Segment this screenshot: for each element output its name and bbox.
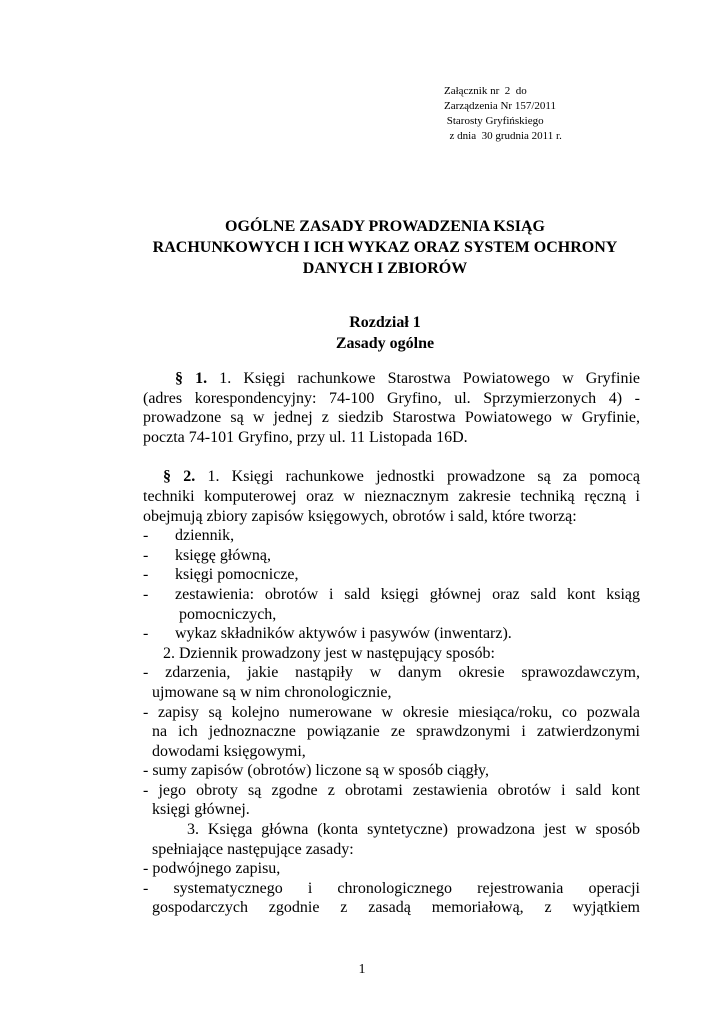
section-1-line: (adres korespondencyjny: 74-100 Gryfino, ul. Sprzymierzonych 4) - [143, 389, 640, 407]
subsection-3: 3. Księga główna (konta syntetyczne) prowadzona jest w sposób [187, 821, 640, 839]
list-dash: - [143, 546, 149, 564]
list-line: na ich jednoznaczne powiązanie ze sprawdzonymi i zatwierdzonymi [152, 723, 640, 741]
subsection-2: 2. Dziennik prowadzony jest w następujący sposób: [163, 644, 495, 662]
section-2-line [143, 467, 640, 487]
title-line: DANYCH I ZBIORÓW [302, 260, 468, 277]
section-mark: § 2. [163, 468, 196, 486]
list-item-text: księgi pomocnicze, [175, 566, 299, 584]
section-1-line: prowadzone są w jednej z siedzib Starostwa Powiatowego w Gryfinie, [143, 409, 640, 427]
list-line: księgi głównej. [152, 801, 250, 819]
list-item [143, 565, 640, 585]
title-line: OGÓLNE ZASADY PROWADZENIA KSIĄG [225, 218, 545, 235]
list-item-line: zestawienia: obrotów i sald księgi głównej oraz sald kont ksiąg [175, 585, 640, 603]
list-item-text: dziennik, [175, 527, 235, 545]
list-line: - jego obroty są zgodne z obrotami zestawienia obrotów i sald kont [143, 781, 640, 799]
section-text: 1. Księgi rachunkowe jednostki prowadzone są za pomocą [195, 468, 641, 486]
page-number: 1 [358, 962, 366, 977]
list-item-text [175, 585, 640, 624]
list-item-line: pomocniczych, [179, 605, 277, 623]
section-2-line: techniki komputerowej oraz w nieznacznym zakresie techniką ręczną i [143, 487, 640, 505]
section-2-line: obejmują zbiory zapisów księgowych, obrotów i sald, które tworzą: [143, 507, 577, 525]
document-body [143, 369, 640, 918]
attachment-line: z dnia 30 grudnia 2011 r. [444, 130, 562, 142]
attachment-line: Zarządzenia Nr 157/2011 [444, 100, 556, 112]
list-item [143, 585, 640, 624]
list-dash: - [143, 566, 149, 584]
attachment-note [444, 84, 562, 144]
chapter-label: Rozdział 1 [349, 314, 421, 331]
section-mark: § 1. [175, 370, 208, 387]
list-item [143, 526, 640, 546]
list-item-text: wykaz składników aktywów i pasywów (inwentarz). [175, 625, 512, 643]
list-item [143, 546, 640, 566]
attachment-line: Załącznik nr 2 do [444, 85, 527, 97]
list-dash: - [143, 585, 149, 603]
list-line: - sumy zapisów (obrotów) liczone są w sposób ciągły, [143, 762, 489, 780]
chapter-heading [100, 312, 670, 354]
attachment-line: Starosty Gryfińskiego [444, 115, 544, 127]
list-line: - zdarzenia, jakie nastąpiły w danym okresie sprawozdawczym, [143, 664, 640, 682]
list-line: dowodami księgowymi, [152, 742, 306, 760]
list-item-text: księgę główną, [175, 546, 271, 564]
title-line: RACHUNKOWYCH I ICH WYKAZ ORAZ SYSTEM OCHRONY [152, 239, 618, 256]
list-line: ujmowane są w nim chronologicznie, [152, 683, 392, 701]
document-title [100, 216, 670, 279]
subsection-3: spełniające następujące zasady: [152, 840, 354, 858]
list-item [143, 624, 640, 644]
chapter-name: Zasady ogólne [335, 335, 435, 352]
list-dash: - [143, 625, 149, 643]
section-text: 1. Księgi rachunkowe Starostwa Powiatowego w Gryfinie [207, 370, 641, 387]
list-line: - podwójnego zapisu, [143, 860, 281, 878]
list-line: gospodarczych zgodnie z zasadą memoriałową, z wyjątkiem [152, 899, 640, 917]
list-dash: - [143, 527, 149, 545]
section-1-line: poczta 74-101 Gryfino, przy ul. 11 Listopada 16D. [143, 428, 468, 446]
section-1-line [143, 369, 640, 389]
list-line: - systematycznego i chronologicznego rejestrowania operacji [143, 879, 640, 897]
list-line: - zapisy są kolejno numerowane w okresie miesiąca/roku, co pozwala [143, 703, 640, 721]
